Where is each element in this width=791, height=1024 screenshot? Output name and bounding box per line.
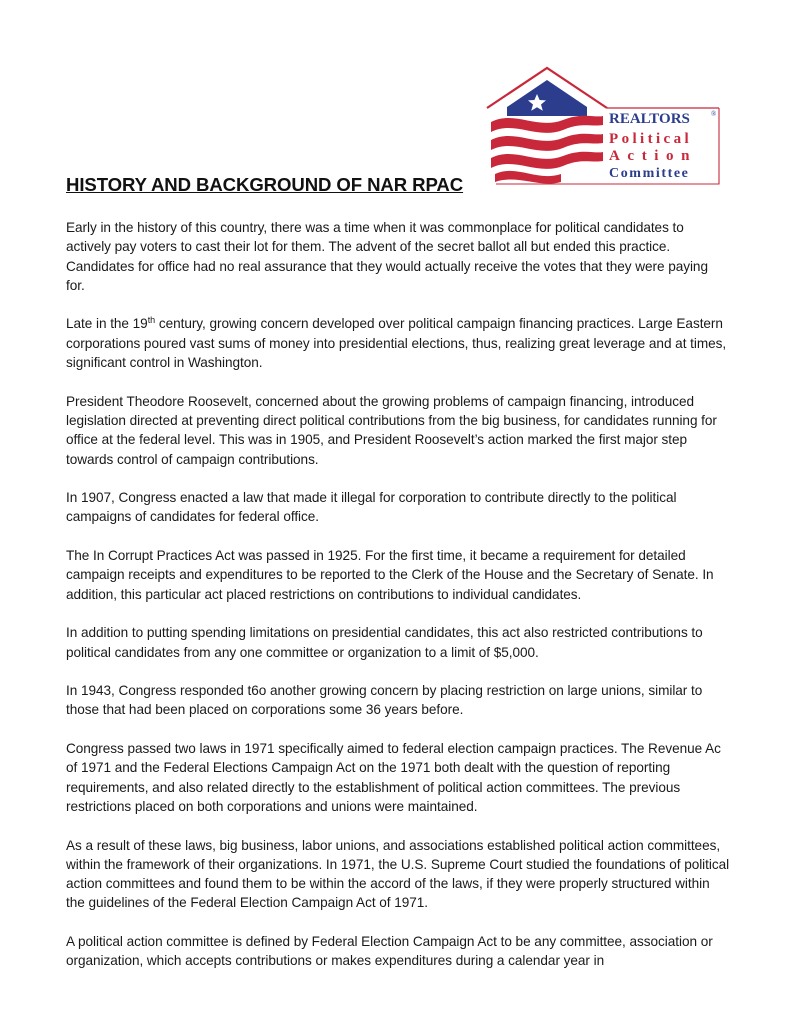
logo-text-action: Action (609, 148, 698, 164)
flag-stripe (491, 116, 603, 133)
paragraph: Early in the history of this country, there was a time when it was commonplace for political candidates to actively pay voters to cast their lot for them. The advent of the secret ballot all but ended this practice. Candidates for office had no real assurance that they would actually receive the votes that they were paying for. (66, 220, 708, 293)
paragraph: President Theodore Roosevelt, concerned about the growing problems of campaign financing, introduced legislation directed at preventing direct political contributions from the big business, for candidates running for office at the federal level. This was in 1905, and President Roosevelt’s action marked the first major step towards control of campaign contributions. (66, 393, 717, 467)
paragraph: In addition to putting spending limitations on presidential candidates, this act also restricted contributions to political candidates from any one committee or organization to a limit of $5,000. (66, 625, 703, 660)
title-row (66, 174, 606, 196)
flag-stripe (491, 152, 603, 169)
paragraph: The In Corrupt Practices Act was passed in 1925. For the first time, it became a requirement for detailed campaign receipts and expenditures to be reported to the Clerk of the House and the Secretary of Senate. In addition, this particular act placed restrictions on contributions to individual candidates. (66, 548, 714, 602)
document-body (66, 218, 730, 990)
logo-text-political: Political (609, 131, 693, 147)
paragraph-text: Late in the 19 (66, 316, 148, 332)
logo-text-committee: Committee (609, 166, 690, 181)
flag-stripe (491, 134, 603, 151)
paragraph: In 1907, Congress enacted a law that made it illegal for corporation to contribute directly to the political campaigns of candidates for federal office. (66, 490, 677, 525)
paragraph (66, 314, 730, 372)
logo-text-realtors: REALTORS (609, 111, 690, 127)
paragraph: As a result of these laws, big business, labor unions, and associations established political action committees, within the framework of their organizations. In 1971, the U.S. Supreme Court studied the foundations of political action committees and found them to be within the accord of the laws, if they were properly structured within the guidelines of the Federal Election Campaign Act of 1971. (66, 837, 730, 911)
paragraph: Congress passed two laws in 1971 specifically aimed to federal election campaign practices. The Revenue Ac of 1971 and the Federal Elections Campaign Act on the 1971 both dealt with the question of reporting requirements, and also related directly to the establishment of political action committees. The previous restrictions placed on both corporations and unions were maintained. (66, 741, 721, 814)
paragraph: In 1943, Congress responded t6o another growing concern by placing restriction on large unions, similar to those that had been placed on corporations some 36 years before. (66, 683, 703, 718)
registered-mark: ® (711, 110, 717, 118)
paragraph: A political action committee is defined by Federal Election Campaign Act to be any committee, association or organization, which accepts contributions or makes expenditures during a calendar year in (66, 933, 713, 969)
ordinal-superscript: th (147, 315, 156, 326)
paragraph-text: century, growing concern developed over political campaign financing practices. Large Eastern corporations poured vast sums of money into presidential elections, thus, realizing great leverage and at times, significant control in Washington. (66, 316, 727, 371)
page-title: HISTORY AND BACKGROUND OF NAR RPAC (66, 174, 464, 195)
